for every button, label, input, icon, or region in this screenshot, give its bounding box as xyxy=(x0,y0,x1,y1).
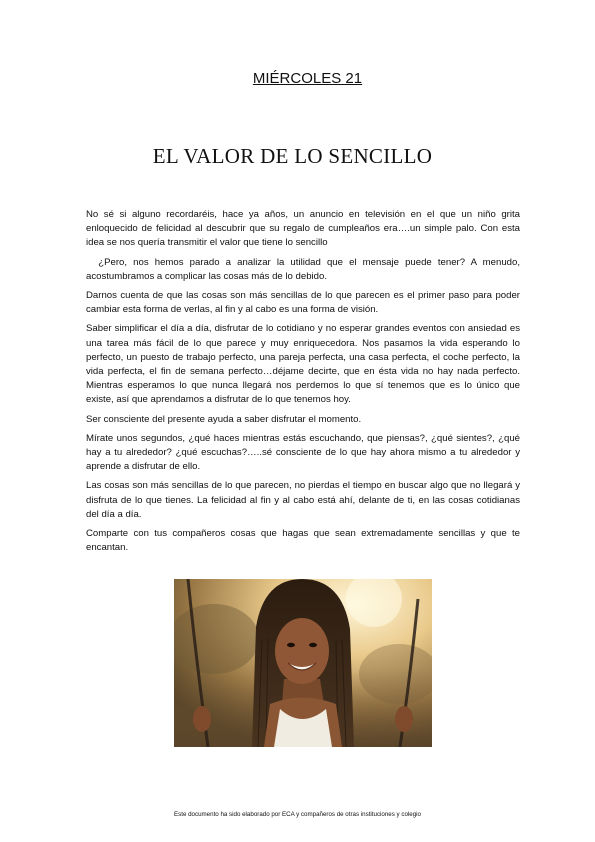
paragraph: Saber simplificar el día a día, disfrutar de lo cotidiano y no esperar grandes eventos con ansiedad es una tarea más fácil de lo que parece y muy enriquecedora. Nos pasamos la vida esperando lo perfecto, un puesto de trabajo perfecto, una pareja perfecta, una casa perfecta, el coche perfecto, la vida perfecta, el fin de semana perfecto…déjame decirte, que en ésta vida no hay nada perfecto. Mientras esperamos lo que nunca llegará nos perdemos lo que sí tenemos que es lo único que existe, así que aprendamos a disfrutar de lo que tenemos hoy. xyxy=(86,323,520,406)
paragraph: Ser consciente del presente ayuda a saber disfrutar el momento. xyxy=(86,413,362,425)
footer-credit: Este documento ha sido elaborado por ECA y compañeros de otras instituciones y colegio xyxy=(174,811,421,818)
page-title: EL VALOR DE LO SENCILLO xyxy=(152,144,433,168)
paragraph: No sé si alguno recordaréis, hace ya años, un anuncio en televisión en el que un niño grita enloquecido de felicidad al descubrir que su regalo de cumpleaños era….un simple palo. Con esta idea se nos quería transmitir el valor que tiene lo sencillo xyxy=(86,209,520,249)
paragraph: Las cosas son más sencillas de lo que parecen, no pierdas el tiempo en buscar algo que no llegará y disfruta de lo que tienes. La felicidad al fin y al cabo está ahí, delante de ti, en las cosas cotidianas del día a día. xyxy=(86,480,520,520)
paragraph: Mírate unos segundos, ¿qué haces mientras estás escuchando, que piensas?, ¿qué sientes?, ¿qué hay a tu alrededor? ¿qué escuchas?…..sé consciente de lo que hay ahora mismo a tu alrededor y aprende a disfrutar de ello. xyxy=(86,432,520,473)
paragraph: Comparte con tus compañeros cosas que hagas que sean extremadamente sencillas y que te encantan. xyxy=(86,528,520,554)
day-heading-text: MIÉRCOLES 21 xyxy=(252,70,363,87)
day-heading xyxy=(0,70,595,87)
paragraph: ¿Pero, nos hemos parado a analizar la utilidad que el mensaje puede tener? A menudo, acostumbramos a complicar las cosas más de lo debido. xyxy=(86,256,520,282)
body-text xyxy=(86,208,520,560)
photo-girl-on-swing xyxy=(174,579,432,747)
paragraph: Darnos cuenta de que las cosas son más sencillas de lo que parecen es el primer paso para poder cambiar esta forma de verlas, al fin y al cabo es una forma de visión. xyxy=(86,290,520,316)
